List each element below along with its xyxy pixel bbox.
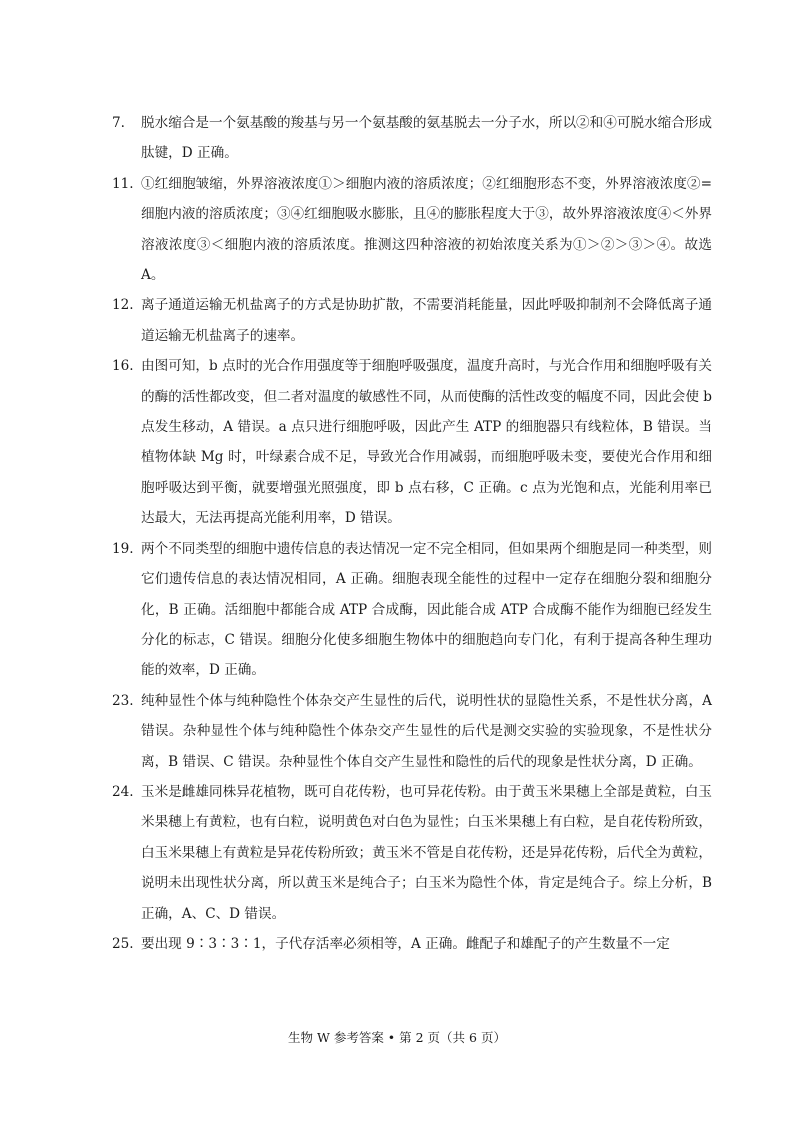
answer-item-11	[112, 169, 712, 291]
question-number: 25.	[112, 935, 134, 952]
answer-item-23	[112, 686, 712, 777]
answer-text: 离子通道运输无机盐离子的方式是协助扩散，不需要消耗能量，因此呼吸抑制剂不会降低离子通道运输无机盐离子的速率。	[141, 297, 712, 344]
answer-item-25	[112, 929, 712, 959]
answer-item-12	[112, 290, 712, 351]
answer-text: 要出现 9∶3∶3∶1，子代存活率必须相等，A 正确。雌配子和雄配子的产生数量不一定	[141, 935, 670, 952]
question-number: 11.	[112, 175, 134, 192]
answer-item-7	[112, 108, 712, 169]
question-number: 23.	[112, 692, 134, 709]
page-footer: 生物 W 参考答案 • 第 2 页（共 6 页）	[288, 1030, 506, 1045]
answer-text: 由图可知，b 点时的光合作用强度等于细胞呼吸强度，温度升高时，与光合作用和细胞呼吸有关的酶的活性都改变，但二者对温度的敏感性不同，从而使酶的活性改变的幅度不同，因此会使 b 点发生移动，A 错误。a 点只进行细胞呼吸，因此产生 ATP 的细胞器只有线粒体，B 错误。当植物体缺 Mg 时，叶绿素合成不足，导致光合作用减弱，而细胞呼吸未变，要使光合作用和细胞呼吸达到平衡，就要增强光照强度，即 b 点右移，C 正确。c 点为光饱和点，光能利用率已达最大，无法再提高光能利用率，D 错误。	[141, 358, 712, 527]
answer-text: 脱水缩合是一个氨基酸的羧基与另一个氨基酸的氨基脱去一分子水，所以②和④可脱水缩合形成肽键，D 正确。	[141, 115, 712, 162]
question-number: 12.	[112, 297, 134, 314]
answer-text: 两个不同类型的细胞中遗传信息的表达情况一定不完全相同，但如果两个细胞是同一种类型，则它们遗传信息的表达情况相同，A 正确。细胞表现全能性的过程中一定存在细胞分裂和细胞分化，B 正确。活细胞中都能合成 ATP 合成酶，因此能合成 ATP 合成酶不能作为细胞已经发生分化的标志，C 错误。细胞分化使多细胞生物体中的细胞趋向专门化，有利于提高各种生理功能的效率，D 正确。	[141, 540, 712, 679]
answer-text: 玉米是雌雄同株异花植物，既可自花传粉，也可异花传粉。由于黄玉米果穗上全部是黄粒，白玉米果穗上有黄粒，也有白粒，说明黄色对白色为显性；白玉米果穗上有白粒，是自花传粉所致，白玉米果穗上有黄粒是异花传粉所致；黄玉米不管是自花传粉，还是异花传粉，后代全为黄粒，说明未出现性状分离，所以黄玉米是纯合子；白玉米为隐性个体，肯定是纯合子。综上分析，B 正确，A、C、D 错误。	[141, 783, 712, 922]
answer-item-24	[112, 777, 712, 929]
answer-item-16	[112, 351, 712, 533]
question-number: 24.	[112, 783, 134, 800]
question-number: 16.	[112, 358, 134, 375]
answer-text: 纯种显性个体与纯种隐性个体杂交产生显性的后代，说明性状的显隐性关系，不是性状分离，A 错误。杂种显性个体与纯种隐性个体杂交产生显性的后代是测交实验的实验现象，不是性状分离，B 错误、C 错误。杂种显性个体自交产生显性和隐性的后代的现象是性状分离，D 正确。	[141, 692, 712, 770]
question-number: 7.	[112, 115, 125, 131]
answer-text: ①红细胞皱缩，外界溶液浓度①＞细胞内液的溶质浓度；②红细胞形态不变，外界溶液浓度②=细胞内液的溶质浓度；③④红细胞吸水膨胀，且④的膨胀程度大于③，故外界溶液浓度④＜外界溶液浓度③＜细胞内液的溶质浓度。推测这四种溶液的初始浓度关系为①＞②＞③＞④。故选 A。	[141, 175, 712, 284]
answer-item-19	[112, 534, 712, 686]
question-number: 19.	[112, 540, 134, 557]
answer-list	[112, 108, 712, 959]
